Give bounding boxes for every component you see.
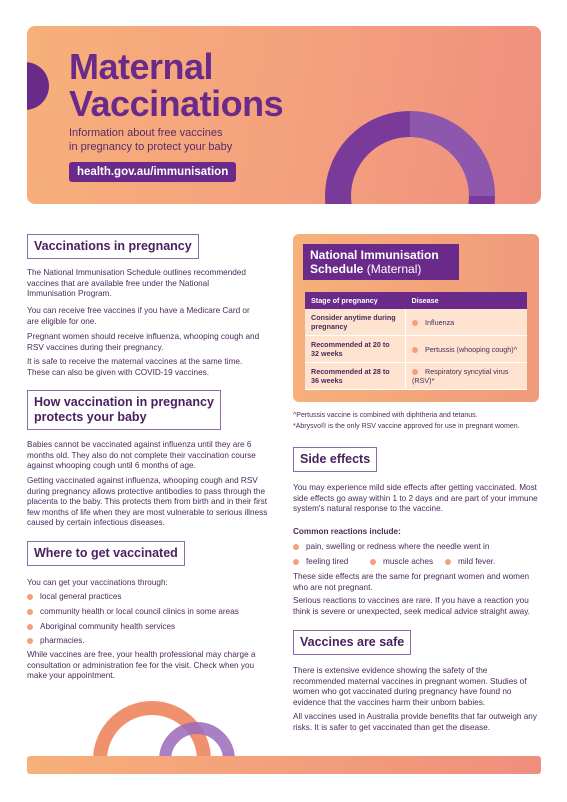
paragraph: Pregnant women should receive influenza, whooping cough and RSV vaccines during their pregnancy.	[27, 332, 260, 352]
bullet-icon	[412, 369, 418, 375]
footnote: ^Pertussis vaccine is combined with diphtheria and tetanus.	[293, 412, 478, 419]
heading-side-effects: Side effects	[293, 447, 377, 472]
list-item: muscle aches	[370, 557, 433, 566]
list-item: mild fever.	[445, 557, 495, 566]
footnote: *Abrysvo® is the only RSV vaccine approved for use in pregnant women.	[293, 423, 520, 430]
decorative-arcs	[90, 700, 240, 760]
table-row: Consider anytime during pregnancy Influenza	[305, 309, 527, 336]
bullet-icon	[27, 638, 33, 644]
footer-bar	[27, 756, 541, 774]
paragraph: There is extensive evidence showing the safety of the recommended maternal vaccines in pregnant women. Studies of women who got vaccinated during pregnancy have found no evidence that the vaccines harm their unborn babies.	[293, 666, 527, 707]
bullet-icon	[412, 320, 418, 326]
bullet-icon	[412, 347, 418, 353]
heading-where-to-get-vaccinated: Where to get vaccinated	[27, 541, 185, 566]
list-item: local general practices	[27, 592, 121, 601]
title-line-1: Maternal	[69, 46, 214, 87]
website-link[interactable]: health.gov.au/immunisation	[69, 162, 236, 182]
paragraph: While vaccines are free, your health professional may charge a consultation or administration fee for the visit. Check when you make your appointment.	[27, 650, 256, 680]
heading-how-vaccination-protects: How vaccination in pregnancy protects your baby	[27, 390, 221, 430]
paragraph: You may experience mild side effects after getting vaccinated. Most side effects go away within 1 to 2 days and are part of your immune system's natural response to the vaccine.	[293, 483, 538, 513]
bullet-icon	[293, 544, 299, 550]
table-header-row	[305, 292, 527, 309]
paragraph: Common reactions include:	[293, 527, 401, 536]
paragraph: These side effects are the same for pregnant women and women who are not pregnant.	[293, 572, 530, 592]
bullet-icon	[370, 559, 376, 565]
heading-vaccinations-in-pregnancy: Vaccinations in pregnancy	[27, 234, 199, 259]
schedule-table	[305, 292, 527, 390]
title-line-2: Vaccinations	[69, 83, 284, 124]
paragraph: Getting vaccinated against influenza, whooping cough and RSV during pregnancy allows protective antibodies to pass through the placenta to the baby. This protects them from birth and in their first few months of life when they are most vulnerable to serious illness caused by certain infectious diseases.	[27, 476, 268, 527]
list-item: feeling tired	[293, 557, 348, 566]
bullet-icon	[445, 559, 451, 565]
bullet-icon	[293, 559, 299, 565]
hero-subtitle: Information about free vaccines in pregnancy to protect your baby	[69, 127, 233, 153]
paragraph: It is safe to receive the maternal vaccines at the same time. These can also be given with COVID-19 vaccines.	[27, 357, 243, 377]
column-header: Stage of pregnancy	[305, 292, 406, 309]
heading-vaccines-are-safe: Vaccines are safe	[293, 630, 411, 655]
list-item: Aboriginal community health services	[27, 622, 175, 631]
table-row: Recommended at 28 to 36 weeks Respiratory syncytial virus (RSV)*	[305, 363, 527, 390]
bullet-icon	[27, 624, 33, 630]
paragraph: All vaccines used in Australia provide benefits that far outweigh any risks. It is safer to get vaccinated than get the disease.	[293, 712, 537, 732]
paragraph: You can receive free vaccines if you have a Medicare Card or are eligible for one.	[27, 306, 250, 326]
table-row: Recommended at 20 to 32 weeks Pertussis (whooping cough)^	[305, 336, 527, 363]
column-header: Disease	[406, 292, 528, 309]
paragraph: You can get your vaccinations through:	[27, 578, 168, 587]
paragraph: The National Immunisation Schedule outlines recommended vaccines that are available free under the National Immunisation Program.	[27, 268, 246, 298]
list-item: pain, swelling or redness where the needle went in	[293, 542, 489, 551]
list-item: pharmacies.	[27, 636, 85, 645]
paragraph: Serious reactions to vaccines are rare. If you have a reaction you think is severe or unexpected, seek medical advice straight away.	[293, 596, 530, 616]
page-title	[69, 48, 283, 122]
hero-banner	[27, 26, 541, 204]
bullet-icon	[27, 609, 33, 615]
schedule-title: National Immunisation Schedule (Maternal)	[303, 244, 459, 280]
bullet-icon	[27, 594, 33, 600]
paragraph: Babies cannot be vaccinated against influenza until they are 6 months old. They also do not complete their vaccination course against whooping cough until 6 months of age.	[27, 440, 256, 470]
schedule-panel	[293, 234, 539, 402]
list-item: community health or local council clinics in some areas	[27, 607, 239, 616]
